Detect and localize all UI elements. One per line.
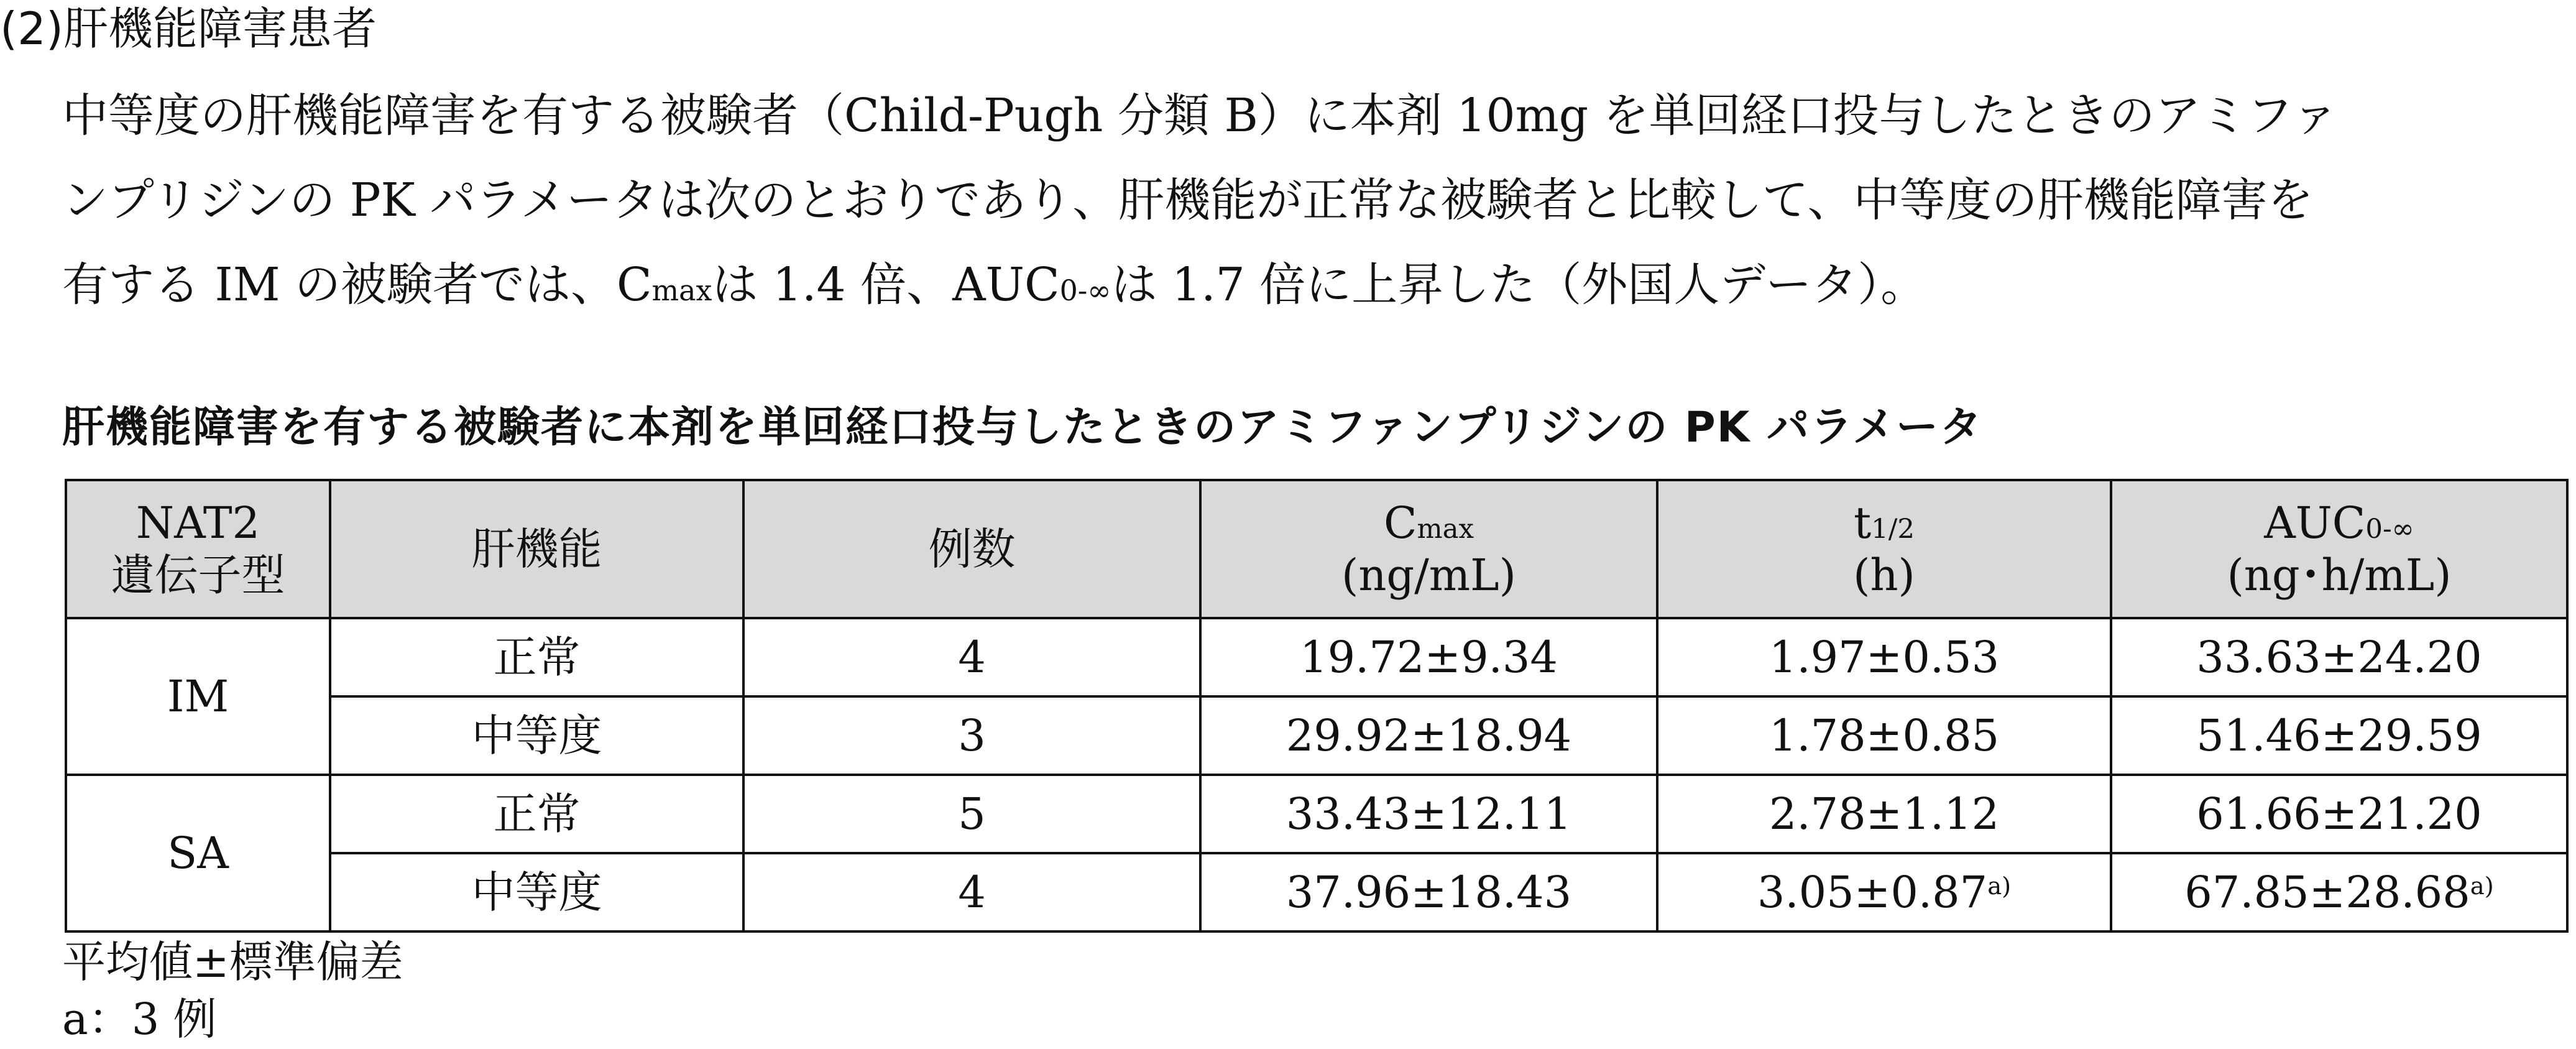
cmax-cell: 33.43±12.11 xyxy=(1200,775,1657,853)
liver-cell: 正常 xyxy=(330,618,743,696)
paragraph-line-3-part-a: 有する IM の被験者では、C xyxy=(62,258,652,312)
paragraph-line-3-part-b: は 1.4 倍、AUC xyxy=(712,258,1060,312)
t-half-cell: 1.78±0.85 xyxy=(1657,696,2111,775)
footnote-a: a：3 例 xyxy=(62,994,217,1045)
t-half-cell: 1.97±0.53 xyxy=(1657,618,2111,696)
n-cell: 4 xyxy=(743,618,1200,696)
section-heading: (2)肝機能障害患者 xyxy=(0,2,377,55)
pk-parameter-table xyxy=(65,479,2569,933)
n-cell: 3 xyxy=(743,696,1200,775)
t-half-cell: 3.05±0.87$^{a)}$ xyxy=(1657,853,2111,931)
cmax-cell: 37.96±18.43 xyxy=(1200,853,1657,931)
cmax-cell: 19.72±9.34 xyxy=(1200,618,1657,696)
t-half-cell: 2.78±1.12 xyxy=(1657,775,2111,853)
footnote-mean-sd: 平均値±標準偏差 xyxy=(62,936,403,987)
cmax-cell: 29.92±18.94 xyxy=(1200,696,1657,775)
paragraph-line-2: ンプリジンの PK パラメータは次のとおりであり、肝機能が正常な被験者と比較して、中等度の肝機能障害を xyxy=(62,173,2314,227)
header-liver-function: 肝機能 xyxy=(330,480,743,618)
cmax-subscript: max xyxy=(651,274,712,307)
auc-cell: 67.85±28.68$^{a)}$ xyxy=(2111,853,2567,931)
table-header-row xyxy=(66,480,2567,618)
header-t-half: t1/2 (h) xyxy=(1657,480,2111,618)
header-cmax: Cmax (ng/mL) xyxy=(1200,480,1657,618)
genotype-cell: SA xyxy=(66,775,330,931)
paragraph-line-3-part-c: は 1.7 倍に上昇した（外国人データ）。 xyxy=(1111,258,1927,312)
header-n: 例数 xyxy=(743,480,1200,618)
table-row xyxy=(66,853,2567,931)
auc-subscript: 0-∞ xyxy=(1059,274,1111,307)
table-caption: 肝機能障害を有する被験者に本剤を単回経口投与したときのアミファンプリジンの PK パラメータ xyxy=(62,403,1984,452)
table-row xyxy=(66,618,2567,696)
header-genotype: NAT2 遺伝子型 xyxy=(66,480,330,618)
genotype-cell: IM xyxy=(66,618,330,775)
liver-cell: 正常 xyxy=(330,775,743,853)
header-auc: AUC0-∞ (ng･h/mL) xyxy=(2111,480,2567,618)
auc-cell: 61.66±21.20 xyxy=(2111,775,2567,853)
n-cell: 4 xyxy=(743,853,1200,931)
table-row xyxy=(66,775,2567,853)
liver-cell: 中等度 xyxy=(330,696,743,775)
auc-cell: 33.63±24.20 xyxy=(2111,618,2567,696)
auc-cell: 51.46±29.59 xyxy=(2111,696,2567,775)
table-row xyxy=(66,696,2567,775)
paragraph-line-3 xyxy=(62,243,2574,333)
n-cell: 5 xyxy=(743,775,1200,853)
liver-cell: 中等度 xyxy=(330,853,743,931)
paragraph-line-1: 中等度の肝機能障害を有する被験者（Child-Pugh 分類 B）に本剤 10mg を単回経口投与したときのアミファ xyxy=(62,89,2339,142)
description-paragraph xyxy=(62,73,2574,333)
